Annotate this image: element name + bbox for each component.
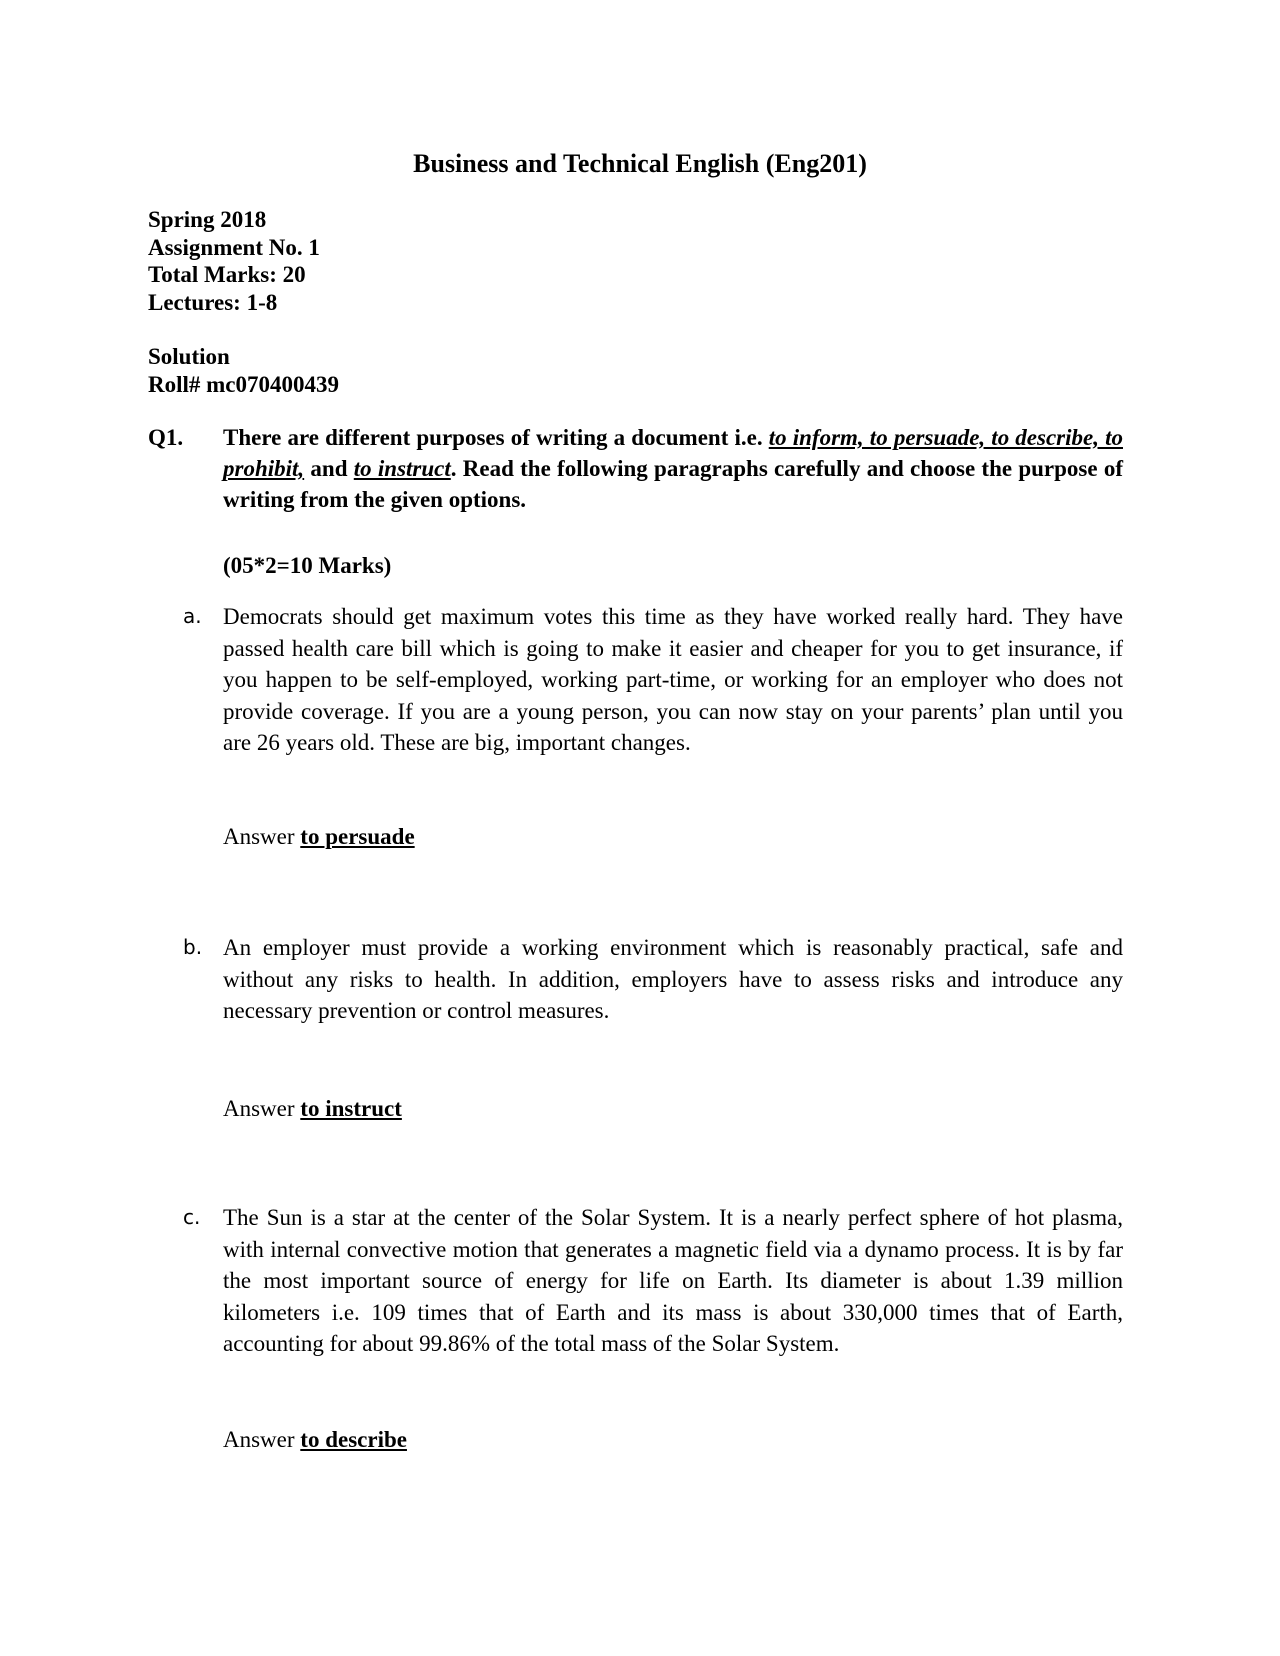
item-paragraph: Democrats should get maximum votes this time as they have worked really hard. They have passed health care bill which is going to make it easier and cheaper for you to get insurance, if you happen to be self-employed, working part-time, or working for an employer who does not provide coverage. If you are a young person, you can now stay on your parents’ plan until you are 26 years old. These are big, important changes. — [223, 604, 1123, 755]
answer-label: Answer — [223, 1096, 295, 1121]
question-and: and — [310, 456, 348, 481]
question-rest: . Read the following paragraphs carefully and choose the purpose of writing from the given options. — [223, 456, 1123, 512]
answer-line — [223, 821, 415, 852]
purpose-instruct: to instruct — [353, 456, 451, 481]
item-paragraph: An employer must provide a working environment which is reasonably practical, safe and without any risks to health. In addition, employers have to assess risks and introduce any necessary prevention or control measures. — [223, 935, 1123, 1023]
solution-heading: Solution — [148, 344, 230, 369]
item-letter: c. — [183, 1205, 201, 1229]
semester-label: Spring 2018 — [148, 207, 267, 232]
question-marks: (05*2=10 Marks) — [223, 553, 392, 578]
item-letter: b. — [183, 935, 203, 959]
purpose-list: to inform, to persuade, to describe, to prohibit, — [223, 425, 1123, 481]
lectures-range: Lectures: 1-8 — [148, 289, 278, 315]
question-intro: There are different purposes of writing a document i.e. — [223, 425, 763, 450]
answer-label: Answer — [223, 824, 295, 849]
answer-label: Answer — [223, 1427, 295, 1452]
item-paragraph: The Sun is a star at the center of the Solar System. It is a nearly perfect sphere of hot plasma, with internal convective motion that generates a magnetic field via a dynamo process. It is by far the most important source of energy for life on Earth. Its diameter is about 1.39 million kilometers i.e. 109 times that of Earth and its mass is about 330,000 times that of Earth, accounting for about 99.86% of the total mass of the Solar System. — [223, 1205, 1123, 1356]
question-label: Q1. — [148, 425, 184, 450]
document-title: Business and Technical English (Eng201) — [413, 149, 867, 178]
answer-line — [223, 1424, 407, 1455]
answer-value: to persuade — [300, 824, 415, 849]
answer-value: to instruct — [300, 1096, 402, 1121]
question-text — [223, 422, 1123, 515]
assignment-number: Assignment No. 1 — [148, 234, 320, 260]
total-marks: Total Marks: 20 — [148, 262, 306, 287]
solution-info — [148, 343, 339, 398]
answer-line — [223, 1093, 402, 1124]
item-letter: a. — [183, 604, 202, 628]
roll-number: Roll# mc070400439 — [148, 371, 340, 397]
assignment-info — [148, 206, 320, 316]
answer-value: to describe — [300, 1427, 407, 1452]
